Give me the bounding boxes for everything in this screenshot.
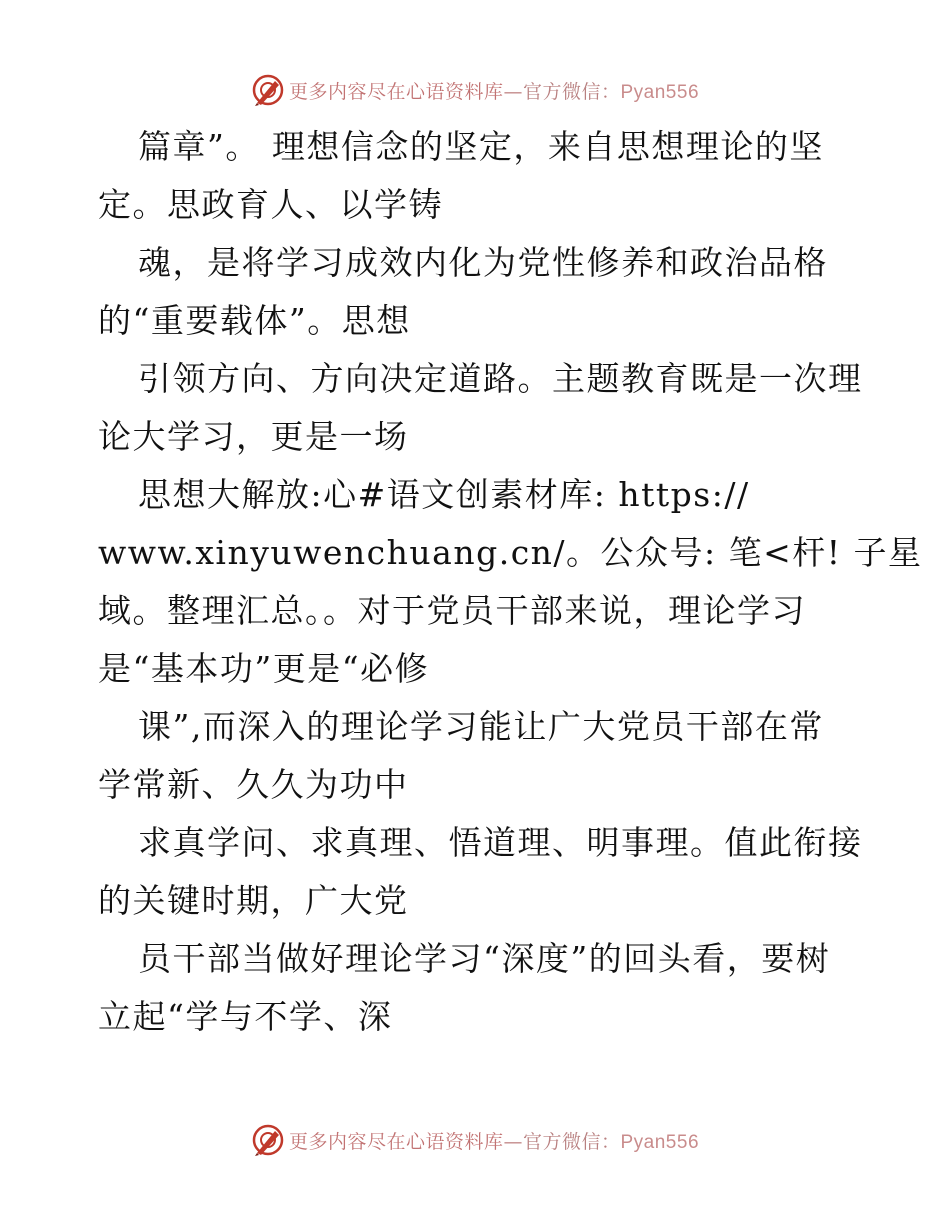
pen-logo-icon (251, 73, 285, 107)
header-watermark (0, 70, 950, 110)
text-line: 课”,而深入的理论学习能让广大党员干部在常 (138, 707, 824, 746)
text-line: 的“重要载体”。思想 (98, 301, 411, 340)
text-line: 思想大解放:心#语文创素材库: https:// (138, 475, 750, 514)
header-separator: — (503, 80, 523, 103)
footer-watermark-text (289, 1127, 699, 1154)
text-line: 域。整理汇总。。对于党员干部来说，理论学习 (98, 591, 806, 630)
footer-wechat-label: 官方微信： (522, 1130, 621, 1153)
header-wechat-label: 官方微信： (522, 80, 621, 103)
text-line: www.xinyuwenchuang.cn/。公众号: 笔<杆! 子星 (98, 533, 923, 572)
text-line: 篇章”。 理想信念的坚定，来自思想理论的坚 (138, 127, 824, 166)
footer-watermark (0, 1120, 950, 1160)
text-line: 魂，是将学习成效内化为党性修养和政治品格 (138, 243, 828, 282)
footer-wechat-id: Pyan556 (620, 1131, 700, 1153)
header-watermark-text (289, 77, 699, 104)
document-body (98, 118, 923, 1046)
text-line: 的关键时期，广大党 (98, 881, 409, 920)
footer-separator: — (503, 1130, 523, 1153)
text-line: 论大学习，更是一场 (98, 417, 409, 456)
text-line: 定。思政育人、以学铸 (98, 185, 443, 224)
text-line: 引领方向、方向决定道路。主题教育既是一次理 (138, 359, 863, 398)
pen-logo-icon (251, 1123, 285, 1157)
footer-site-text: 更多内容尽在心语资料库 (288, 1130, 504, 1153)
text-line: 学常新、久久为功中 (98, 765, 409, 804)
text-line: 求真学问、求真理、悟道理、明事理。值此衔接 (138, 823, 863, 862)
text-line: 是“基本功”更是“必修 (98, 649, 430, 688)
header-site-text: 更多内容尽在心语资料库 (288, 80, 504, 103)
text-line: 立起“学与不学、深 (98, 997, 393, 1036)
header-wechat-id: Pyan556 (620, 81, 700, 103)
text-line: 员干部当做好理论学习“深度”的回头看，要树 (138, 939, 831, 978)
